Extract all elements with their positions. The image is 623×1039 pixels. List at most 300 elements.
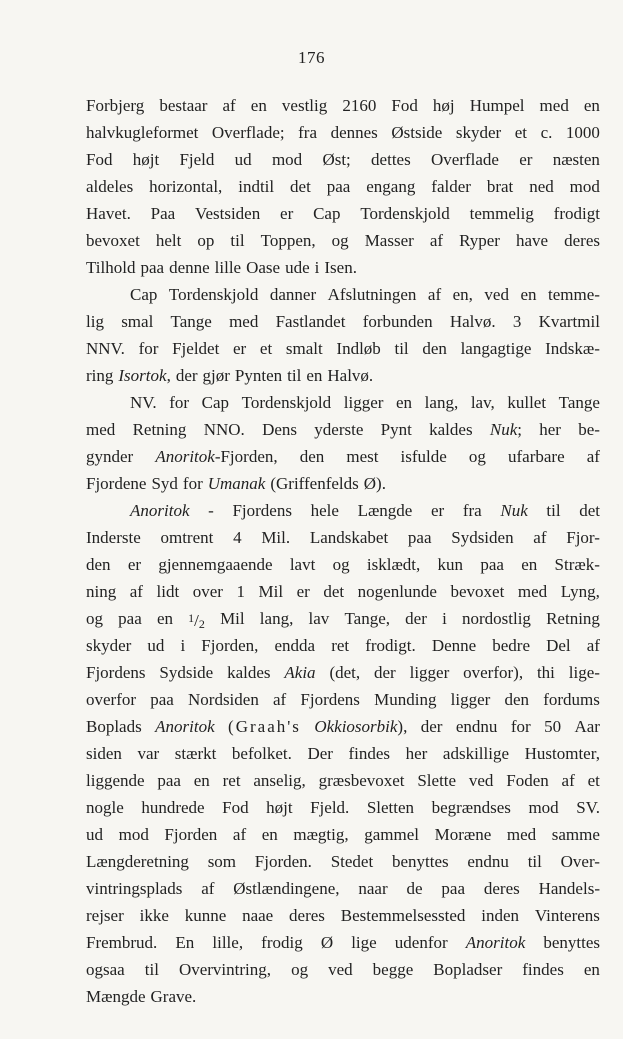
- text-line: [86, 632, 600, 659]
- word: et: [259, 339, 273, 358]
- word: lige: [351, 933, 377, 952]
- word: i: [180, 636, 186, 655]
- word: mod: [528, 798, 559, 817]
- word: Fjordene: [86, 474, 147, 493]
- word: Grave.: [150, 987, 197, 1006]
- word: Fod: [391, 96, 418, 115]
- word: Stedet: [330, 852, 374, 871]
- word: lille,: [212, 933, 244, 952]
- word: hundrede: [141, 798, 205, 817]
- word: ude: [285, 258, 310, 277]
- word: gjennemgaaende: [158, 555, 273, 574]
- word: ligger: [450, 690, 491, 709]
- word: dettes: [371, 150, 411, 169]
- word: lav,: [470, 393, 495, 412]
- word: benyttes: [391, 852, 449, 871]
- word: helt: [155, 231, 182, 250]
- word: Mængde: [86, 987, 146, 1006]
- word: anselig,: [253, 771, 306, 790]
- word: Anoritok: [465, 933, 526, 952]
- word: og: [86, 609, 103, 628]
- word: ud: [86, 825, 103, 844]
- word: ikke: [139, 906, 169, 925]
- word: Umanak: [207, 474, 266, 493]
- word: og: [332, 555, 350, 574]
- word: næsten: [552, 150, 600, 169]
- word: lang,: [259, 609, 294, 628]
- text-line: [86, 146, 600, 173]
- word: er: [296, 582, 310, 601]
- word: er: [519, 150, 533, 169]
- word: (det,: [329, 663, 361, 682]
- word: overfor),: [463, 663, 524, 682]
- word: der: [374, 663, 396, 682]
- word: et: [587, 771, 600, 790]
- word: med: [229, 312, 259, 331]
- word: paa: [480, 555, 504, 574]
- word: Aar: [574, 717, 600, 736]
- word: med: [506, 825, 537, 844]
- word: mod: [271, 150, 303, 169]
- word: halvkugleformet: [86, 123, 199, 142]
- word: ret: [222, 771, 241, 790]
- word: Vestsiden: [195, 204, 261, 223]
- word: paa: [157, 771, 181, 790]
- word: for: [510, 717, 531, 736]
- word: NNO.: [203, 420, 245, 439]
- word: paa: [326, 177, 351, 196]
- word: en: [306, 366, 323, 385]
- word: Pynten: [234, 366, 283, 385]
- word: denne: [169, 258, 210, 277]
- word: mest: [346, 447, 379, 466]
- word: gynder: [86, 447, 134, 466]
- word: Toppen,: [260, 231, 316, 250]
- word: Anoritok: [155, 717, 215, 736]
- word: med: [517, 582, 548, 601]
- word: ved: [328, 960, 353, 979]
- word: Fjeldet: [172, 339, 220, 358]
- word: liggende: [86, 771, 145, 790]
- word: -: [208, 501, 214, 520]
- word: Cap: [201, 393, 230, 412]
- word: en: [521, 555, 538, 574]
- word: Hustomter,: [524, 744, 600, 763]
- word: skyder: [86, 636, 132, 655]
- word: der: [175, 366, 198, 385]
- word: Retning: [132, 420, 187, 439]
- word: Paa: [150, 204, 176, 223]
- word: NNV.: [86, 339, 125, 358]
- word: ret: [331, 636, 350, 655]
- word: isfulde: [400, 447, 447, 466]
- word: Stræk-: [554, 555, 600, 574]
- word: Dens: [262, 420, 298, 439]
- word: ufarbare: [508, 447, 565, 466]
- word: nogle: [86, 798, 124, 817]
- word: Længderetning: [86, 852, 189, 871]
- word: i: [314, 258, 320, 277]
- word: temme-: [548, 285, 600, 304]
- word: og: [331, 231, 349, 250]
- word: de: [406, 879, 423, 898]
- word: Overflade: [430, 150, 499, 169]
- word: bedre: [492, 636, 531, 655]
- word: paa: [407, 528, 432, 547]
- word: Masser: [364, 231, 414, 250]
- word: overfor: [86, 690, 137, 709]
- text-line: [86, 443, 600, 470]
- word: Bopladser: [433, 960, 503, 979]
- word: som: [207, 852, 237, 871]
- word: Landskabet: [309, 528, 389, 547]
- word: Humpel: [469, 96, 525, 115]
- word: (Graah's: [228, 717, 301, 736]
- word: ligger: [409, 663, 450, 682]
- text-line: [86, 308, 600, 335]
- word: ved: [484, 285, 509, 304]
- text-line: [86, 659, 600, 686]
- word: forbunden: [362, 312, 433, 331]
- word: Østlændingene,: [233, 879, 340, 898]
- word: den: [86, 555, 111, 574]
- word: Syd: [151, 474, 178, 493]
- word: er: [280, 204, 294, 223]
- word: Isen.: [324, 258, 357, 277]
- word: Fod: [86, 150, 113, 169]
- word: Moræne: [434, 825, 492, 844]
- word: er: [127, 555, 142, 574]
- word: 2160: [342, 96, 377, 115]
- word: for: [182, 474, 203, 493]
- word: be-: [578, 420, 600, 439]
- word: af: [586, 636, 600, 655]
- word: hele: [310, 501, 339, 520]
- word: siden: [86, 744, 122, 763]
- word: den: [299, 447, 325, 466]
- text-line: [86, 713, 600, 740]
- word: kunne: [184, 906, 227, 925]
- word: en,: [452, 285, 473, 304]
- word: Munding: [374, 690, 437, 709]
- word: Tange,: [344, 609, 390, 628]
- word: af: [222, 96, 236, 115]
- word: lavt: [289, 555, 316, 574]
- word: Okkiosorbik),: [314, 717, 408, 736]
- word: bevoxet: [86, 231, 140, 250]
- word: Fjordens: [300, 690, 360, 709]
- word: findes: [522, 960, 564, 979]
- word: paa: [150, 690, 174, 709]
- word: Tange: [170, 312, 212, 331]
- word: Halvø.: [327, 366, 374, 385]
- word: Fjeld: [179, 150, 215, 169]
- word: ud: [234, 150, 252, 169]
- word: lig: [86, 312, 104, 331]
- text-line: [86, 389, 600, 416]
- word: Østside: [391, 123, 443, 142]
- word: falder: [431, 177, 471, 196]
- word: for: [169, 393, 190, 412]
- word: NV.: [130, 393, 157, 412]
- word: en: [396, 393, 413, 412]
- word: af: [533, 528, 547, 547]
- word: Sydside: [159, 663, 214, 682]
- text-line: [86, 605, 600, 632]
- word: aldeles: [86, 177, 134, 196]
- word: brat: [486, 177, 514, 196]
- word: indtil: [238, 177, 275, 196]
- text-line: [86, 524, 600, 551]
- word: lang,: [424, 393, 459, 412]
- word: adskillige: [442, 744, 510, 763]
- word: horizontal,: [149, 177, 223, 196]
- word: over: [192, 582, 223, 601]
- word: af: [561, 771, 575, 790]
- word: kullet: [507, 393, 547, 412]
- word: Afslutningen: [327, 285, 417, 304]
- word: skyder: [455, 123, 502, 142]
- text-line: [86, 767, 600, 794]
- word: ogsaa: [86, 960, 125, 979]
- word: vintringsplads: [86, 879, 183, 898]
- text-line: [86, 848, 600, 875]
- text-line: [86, 821, 600, 848]
- word: Mil: [258, 582, 284, 601]
- word: paa: [140, 258, 165, 277]
- word: op: [197, 231, 215, 250]
- word: vestlig: [281, 96, 328, 115]
- word: Akia: [284, 663, 316, 682]
- word: Anoritok: [130, 501, 190, 520]
- text-line: [86, 362, 600, 389]
- word: begrændses: [431, 798, 511, 817]
- word: fra: [298, 123, 318, 142]
- word: Tordenskjold: [168, 285, 259, 304]
- word: dennes: [330, 123, 378, 142]
- word: med: [86, 420, 116, 439]
- word: en: [250, 96, 267, 115]
- word: have: [515, 231, 549, 250]
- text-line: [86, 416, 600, 443]
- text-line: [86, 119, 600, 146]
- word: Fod: [222, 798, 249, 817]
- text-line: [86, 335, 600, 362]
- word: c.: [540, 123, 553, 142]
- word: fra: [462, 501, 482, 520]
- word: af: [427, 285, 442, 304]
- word: lav: [308, 609, 330, 628]
- word: Pynt: [380, 420, 412, 439]
- word: temmelig: [469, 204, 534, 223]
- word: nordostlig: [461, 609, 531, 628]
- word: nogenlunde: [357, 582, 437, 601]
- word: 4: [233, 528, 242, 547]
- word: Halvø.: [449, 312, 496, 331]
- text-line: [86, 497, 600, 524]
- word: Bestemmelsessted: [340, 906, 466, 925]
- word: en: [156, 609, 173, 628]
- word: af: [232, 825, 247, 844]
- word: lige-: [568, 663, 600, 682]
- word: langagtige: [460, 339, 532, 358]
- word: Fastlandet: [275, 312, 346, 331]
- word: Øst;: [322, 150, 351, 169]
- word: Tilhold: [86, 258, 136, 277]
- word: Nuk: [500, 501, 528, 520]
- word: Inderste: [86, 528, 141, 547]
- word: benyttes: [543, 933, 600, 952]
- word: lille: [214, 258, 242, 277]
- word: Overvintring,: [178, 960, 272, 979]
- word: Frembrud.: [86, 933, 158, 952]
- word: Fjordens: [86, 663, 146, 682]
- word: her: [539, 420, 561, 439]
- word: fordums: [543, 690, 600, 709]
- word: kun: [437, 555, 464, 574]
- word: der: [420, 717, 443, 736]
- word: Retning: [546, 609, 600, 628]
- word: ud: [147, 636, 165, 655]
- word: frodigt: [553, 204, 600, 223]
- word: Anoritok-Fjorden,: [155, 447, 278, 466]
- word: til: [394, 339, 409, 358]
- word: gjør: [202, 366, 230, 385]
- word: findes: [348, 744, 391, 763]
- word: det: [290, 177, 311, 196]
- word: 50: [544, 717, 562, 736]
- word: Over-: [560, 852, 600, 871]
- text-line: [86, 551, 600, 578]
- word: Slette: [417, 771, 457, 790]
- word: 1000: [565, 123, 600, 142]
- word: deres: [564, 231, 600, 250]
- word: et: [514, 123, 528, 142]
- word: Fjor-: [566, 528, 600, 547]
- word: Forbjerg: [86, 96, 145, 115]
- word: græsbevoxet: [318, 771, 405, 790]
- word: paa: [118, 609, 142, 628]
- word: her: [405, 744, 428, 763]
- word: paa: [441, 879, 466, 898]
- word: samme: [551, 825, 600, 844]
- word: naar: [358, 879, 388, 898]
- word: mod: [118, 825, 149, 844]
- word: thi: [536, 663, 555, 682]
- word: frodig: [261, 933, 303, 952]
- text-line: [86, 740, 600, 767]
- word: begge: [372, 960, 414, 979]
- word: Isortok,: [118, 366, 171, 385]
- text-line: [86, 686, 600, 713]
- word: til: [546, 501, 561, 520]
- text-line: [86, 92, 600, 119]
- word: Kvartmil: [538, 312, 600, 331]
- word: engang: [366, 177, 416, 196]
- word: af: [129, 582, 143, 601]
- text-line: [86, 929, 600, 956]
- word: til: [230, 231, 245, 250]
- word: Indskæ-: [545, 339, 600, 358]
- word: høj: [432, 96, 455, 115]
- word: Mil: [220, 609, 245, 628]
- text-line: [86, 200, 600, 227]
- word: isklædt,: [366, 555, 421, 574]
- word: den: [504, 690, 530, 709]
- word: mod: [569, 177, 600, 196]
- word: Fjordens: [232, 501, 292, 520]
- word: og: [468, 447, 486, 466]
- text-line: [86, 173, 600, 200]
- word: naae: [242, 906, 274, 925]
- word: Overflade;: [211, 123, 285, 142]
- word: deres: [289, 906, 325, 925]
- word: gammel: [364, 825, 419, 844]
- word: højt: [266, 798, 293, 817]
- word: det: [323, 582, 345, 601]
- word: en: [193, 771, 210, 790]
- word: Lyng,: [560, 582, 600, 601]
- word: (Griffenfelds: [270, 474, 359, 493]
- word: deres: [483, 879, 520, 898]
- word: en: [261, 825, 278, 844]
- word: af: [273, 690, 287, 709]
- word: frodigt.: [365, 636, 416, 655]
- word: til: [527, 852, 542, 871]
- word: Indløb: [336, 339, 381, 358]
- word: Tordenskjold: [360, 204, 450, 223]
- word: Del: [546, 636, 571, 655]
- word: endda: [274, 636, 316, 655]
- word: Der: [307, 744, 333, 763]
- word: Denne: [431, 636, 477, 655]
- word: endnu: [455, 717, 498, 736]
- word: af: [201, 879, 215, 898]
- word: Ryper: [459, 231, 500, 250]
- word: endnu: [467, 852, 509, 871]
- word: Nuk;: [489, 420, 522, 439]
- word: den: [422, 339, 447, 358]
- word: Handels-: [538, 879, 600, 898]
- word: Vinterens: [534, 906, 600, 925]
- word: til: [144, 960, 159, 979]
- word: Cap: [130, 285, 158, 304]
- word: Boplads: [86, 717, 142, 736]
- word: en: [583, 96, 600, 115]
- word: Fjeld.: [310, 798, 350, 817]
- word: for: [138, 339, 159, 358]
- word: Fjorden: [164, 825, 218, 844]
- word: Mil.: [261, 528, 291, 547]
- word: Tange: [558, 393, 600, 412]
- word: der: [405, 609, 427, 628]
- word: bevoxet: [450, 582, 505, 601]
- text-line: [86, 794, 600, 821]
- word: 1: [236, 582, 245, 601]
- word: af: [586, 447, 600, 466]
- word: med: [539, 96, 569, 115]
- word: 3: [512, 312, 522, 331]
- word: Oase: [246, 258, 281, 277]
- text-line: [86, 983, 600, 1010]
- word: ned: [529, 177, 554, 196]
- word: stærkt: [174, 744, 217, 763]
- word: Sletten: [366, 798, 415, 817]
- word: en: [520, 285, 537, 304]
- text-line: [86, 281, 600, 308]
- word: højt: [132, 150, 160, 169]
- word: Ø: [320, 933, 334, 952]
